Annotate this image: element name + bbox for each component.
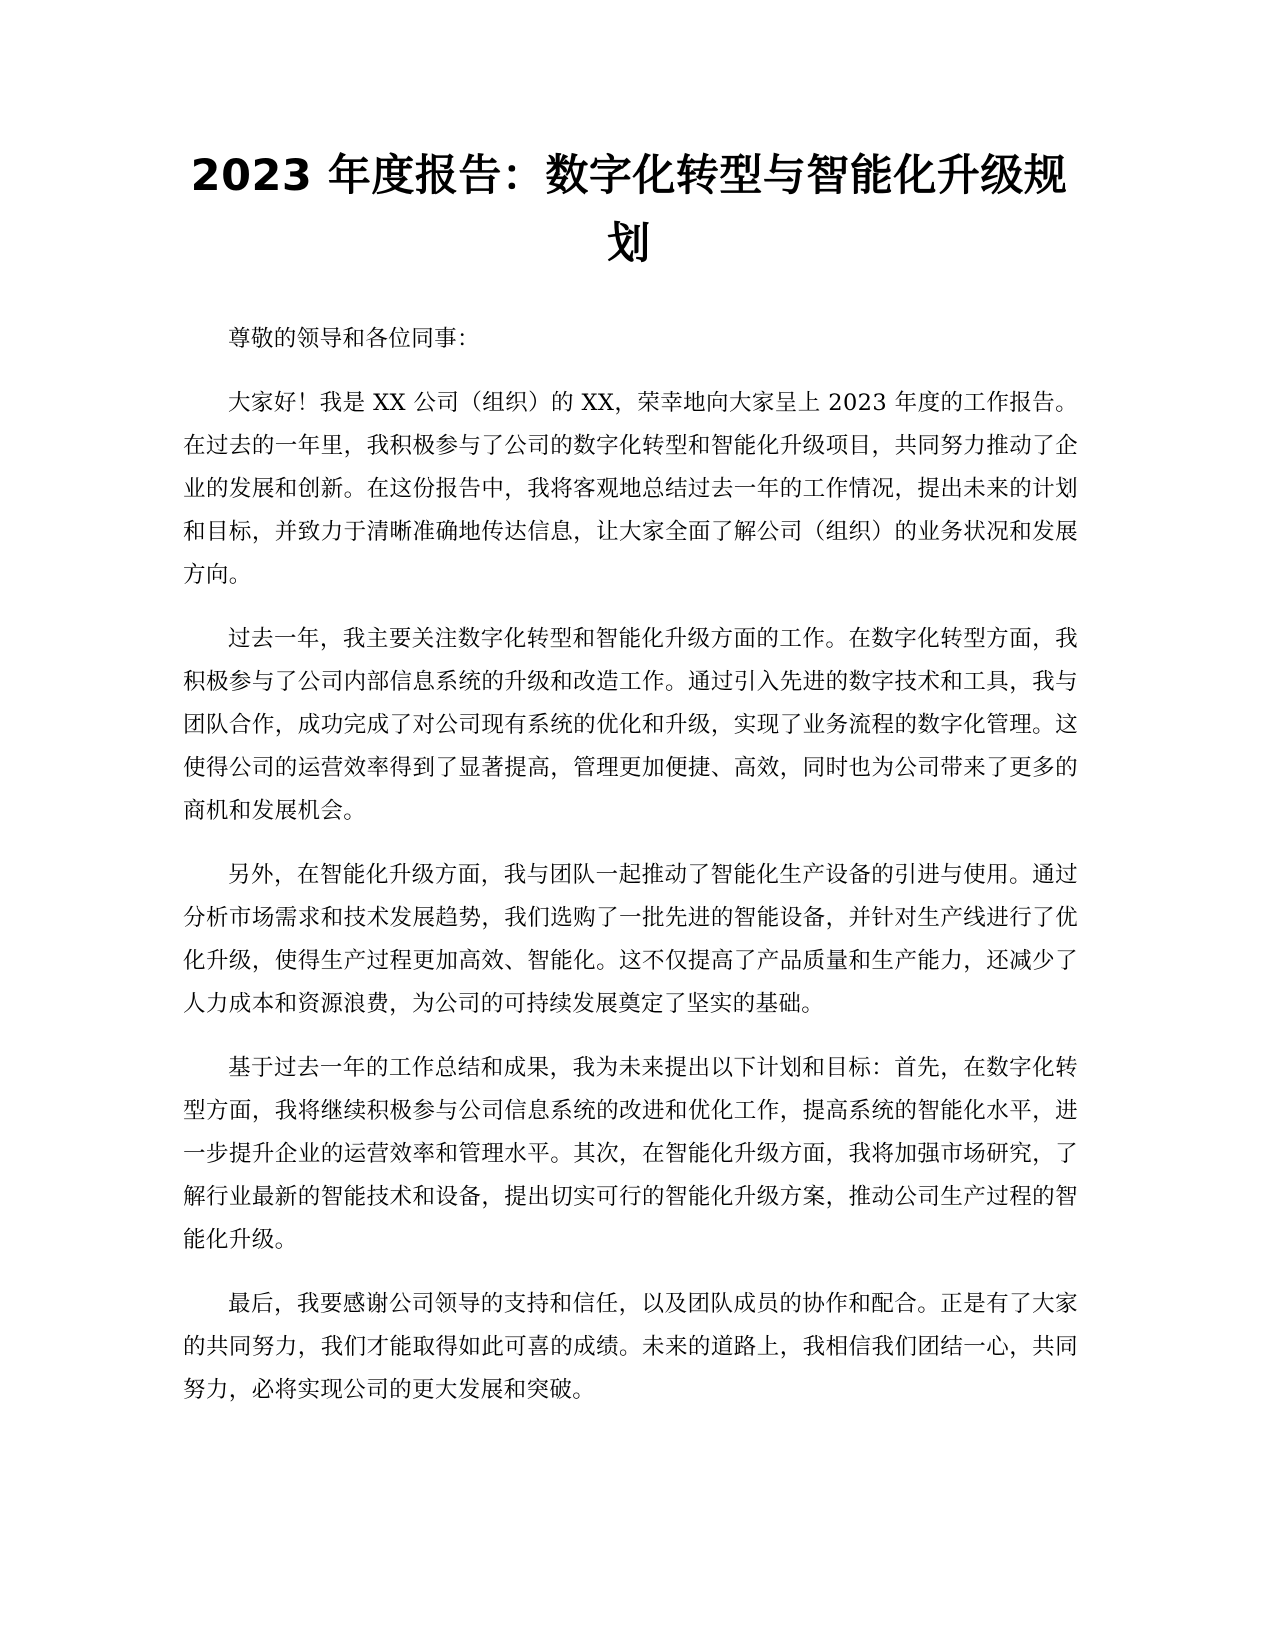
paragraph-future-plans: 基于过去一年的工作总结和成果，我为未来提出以下计划和目标：首先，在数字化转型方面，我将继续积极参与公司信息系统的改进和优化工作，提高系统的智能化水平，进一步提升企业的运营效率和管理水平。其次，在智能化升级方面，我将加强市场研究，了解行业最新的智能技术和设备，提出切实可行的智能化升级方案，推动公司生产过程的智能化升级。 [183,1055,1078,1253]
paragraph-digital-transformation: 过去一年，我主要关注数字化转型和智能化升级方面的工作。在数字化转型方面，我积极参与了公司内部信息系统的升级和改造工作。通过引入先进的数字技术和工具，我与团队合作，成功完成了对公司现有系统的优化和升级，实现了业务流程的数字化管理。这使得公司的运营效率得到了显著提高，管理更加便捷、高效，同时也为公司带来了更多的商机和发展机会。 [183,626,1078,824]
document-body [183,318,1078,1433]
paragraph-intelligent-upgrade: 另外，在智能化升级方面，我与团队一起推动了智能化生产设备的引进与使用。通过分析市场需求和技术发展趋势，我们选购了一批先进的智能设备，并针对生产线进行了优化升级，使得生产过程更加高效、智能化。这不仅提高了产品质量和生产能力，还减少了人力成本和资源浪费，为公司的可持续发展奠定了坚实的基础。 [183,862,1078,1017]
document-title: 2023 年度报告：数字化转型与智能化升级规划 [190,151,1068,269]
paragraph-intro: 大家好！我是 XX 公司（组织）的 XX，荣幸地向大家呈上 2023 年度的工作报告。在过去的一年里，我积极参与了公司的数字化转型和智能化升级项目，共同努力推动了企业的发展和创新。在这份报告中，我将客观地总结过去一年的工作情况，提出未来的计划和目标，并致力于清晰准确地传达信息，让大家全面了解公司（组织）的业务状况和发展方向。 [183,390,1078,588]
paragraph-closing: 最后，我要感谢公司领导的支持和信任，以及团队成员的协作和配合。正是有了大家的共同努力，我们才能取得如此可喜的成绩。未来的道路上，我相信我们团结一心，共同努力，必将实现公司的更大发展和突破。 [183,1291,1078,1403]
salutation: 尊敬的领导和各位同事： [228,326,480,352]
